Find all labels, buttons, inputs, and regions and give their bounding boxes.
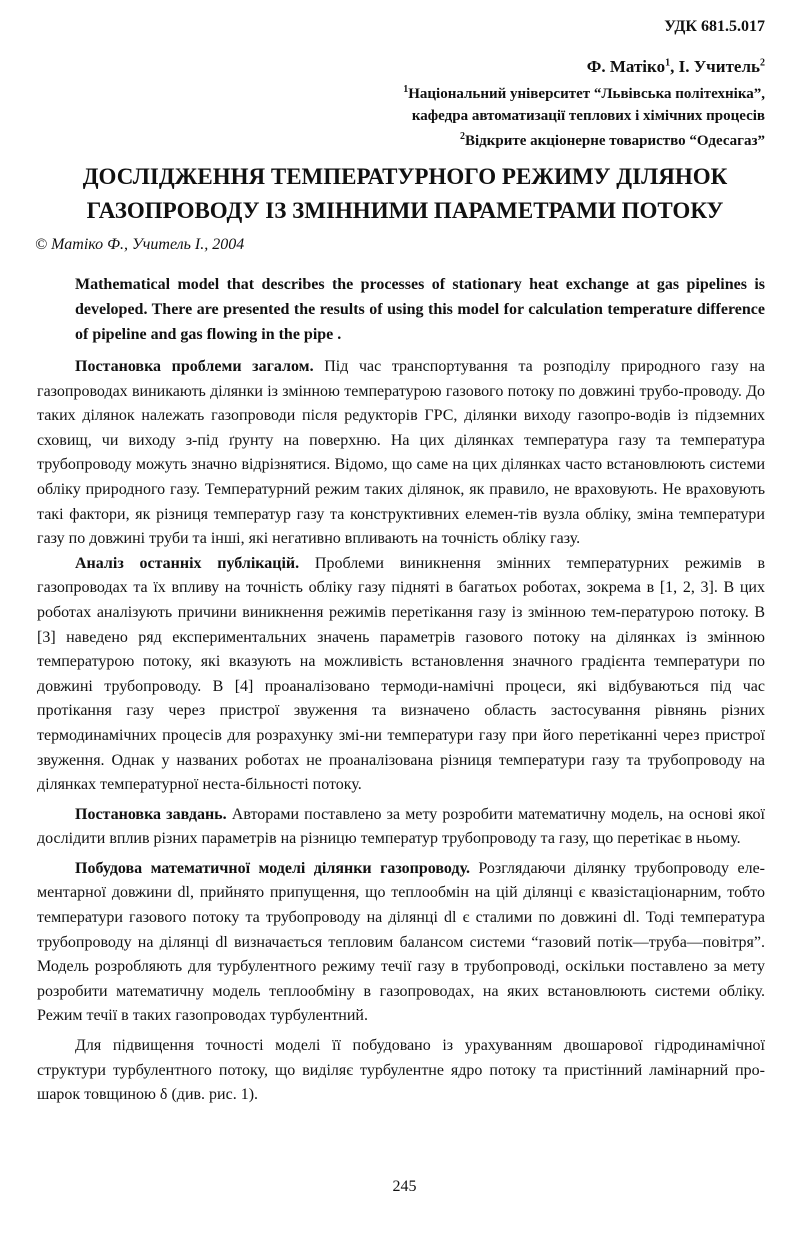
paragraph-problem: Постановка проблеми загалом. Під час транспортування та розподілу природного газу на газопроводах виникають ділянки із змінною температурою газового потоку по довжині трубо-проводу. До таких ділянок належать газопроводи після редукторів ГРС, ділянки виходу газопро-водів із підземних сховищ, чи виходу з-під ґрунту на поверхню. На цих ділянках температура газу та температура трубопроводу можуть значно відрізнятися. Відомо, що саме на цих ділянках часто встановлюють системи обліку природного газу. Температурний режим таких ділянок, як правило, не враховують. Не враховують такі фактори, як різниця температур газу та конструктивних елемен-тів вузла обліку, зміна температури газу по довжині труби та інші, які негативно впливають на точність обліку газу. [37, 358, 766, 548]
abstract: Mathematical model that describes the processes of stationary heat exchange at gas pipelines is developed. There are presented the results of using this model for calculation temperature difference of pipeline and gas flowing in the pipe . [75, 276, 765, 343]
paper-title [20, 160, 790, 228]
title-line-1: ДОСЛІДЖЕННЯ ТЕМПЕРАТУРНОГО РЕЖИМУ ДІЛЯНОК [82, 164, 728, 189]
copyright: © Матіко Ф., Учитель І., 2004 [35, 236, 245, 253]
affiliation-1-line-1: $^1$Національний університет “Львівська політехніка”, [403, 84, 765, 102]
paragraph-model: Побудова математичної моделі ділянки газопроводу. Розглядаючи ділянку трубопроводу еле-ментарної довжини dl, прийнято припущення, що теплообмін на цій ділянці є квазістаціонарним, тобто температури газового потоку та трубопроводу на ділянці dl є сталими по довжині dl. Тоді температура трубопроводу на ділянці dl визначається тепловим балансом системи “газовий потік—труба—повітря”. Модель розробляють для турбулентного режиму течії газу в трубопроводі, оскільки поставлено за мету розробити математичну модель теплообміну в газопроводах, на яких встановлюють системи обліку. Режим течії в таких газопроводах турбулентний. [37, 859, 766, 1025]
affiliation-2: $^2$Відкрите акціонерне товариство “Одесагаз” [459, 131, 765, 149]
affiliation-1-line-2: кафедра автоматизації теплових і хімічних процесів [411, 108, 765, 124]
authors-line: Ф. Матіко$^1$, І. Учитель$^2$ [586, 57, 765, 76]
author-2: І. Учитель [678, 57, 760, 76]
paragraph-tasks: Постановка завдань. Авторами поставлено за мету розробити математичну модель, на основі якої дослідити вплив різних параметрів на різницю температур трубопроводу та газу, що перетікає в ньому. [37, 805, 765, 848]
paragraph-analysis: Аналіз останніх публікацій. Проблеми виникнення змінних температурних режимів в газопроводах та їх впливу на точність обліку газу підняті в багатьох роботах, зокрема в [1, 2, 3]. В цих роботах аналізують причини виникнення режимів перетікання газу із змінною тем-пературою потоку. В [3] наведено ряд експериментальних значень параметрів газового потоку на ділянках із змінною температурою потоку, які вказують на можливість встановлення значного градієнта температури по довжині трубопроводу. В [4] проаналізовано термоди-намічні процеси, які відбуваються під час протікання газу через пристрої звуження та визначено область застосування рівнянь різних термодинамічних процесів для розрахунку змі-ни температури газу при його перетіканні через пристрої звуження. Однак у названих роботах не проаналізована різниця температури газу та трубопроводу на ділянках температурної неста-більності потоку. [37, 554, 765, 794]
body-text [37, 355, 765, 1108]
udk-code: УДК 681.5.017 [664, 18, 765, 35]
paragraph-accuracy: Для підвищення точності моделі її побудовано із урахуванням двошарової гідродинамічної структури турбулентного потоку, що виділяє турбулентне ядро потоку та пристінний ламінарний про-шарок товщиною δ (див. рис. 1). [37, 1037, 765, 1104]
page-number: 245 [392, 1178, 417, 1195]
title-line-2: ГАЗОПРОВОДУ ІЗ ЗМІННИМИ ПАРАМЕТРАМИ ПОТОКУ [86, 198, 724, 223]
author-1: Ф. Матіко [586, 57, 666, 76]
